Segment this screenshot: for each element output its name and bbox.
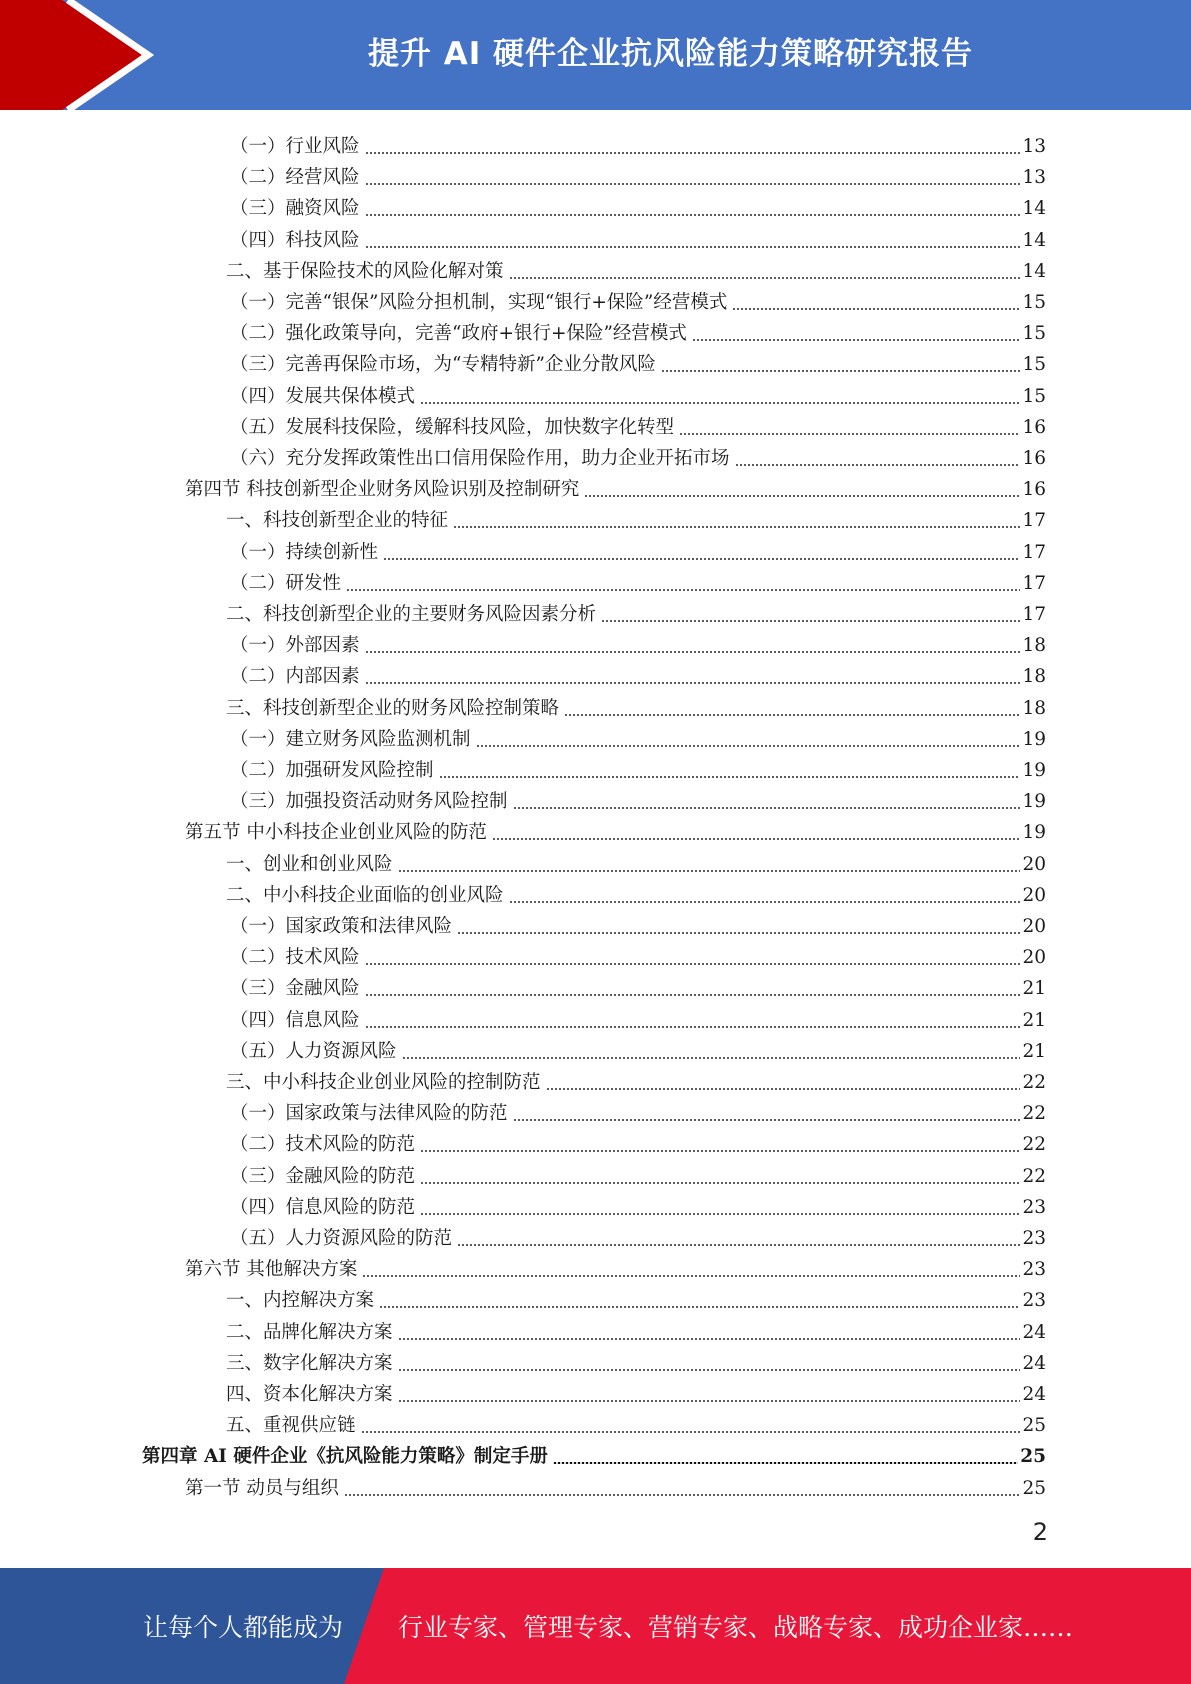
toc-entry[interactable] (226, 877, 1046, 908)
toc-entry-title: 第五节 中小科技企业创业风险的防范 (185, 822, 487, 844)
toc-entry-page: 17 (1022, 541, 1046, 563)
toc-entry-title: （二）技术风险 (230, 947, 360, 969)
toc-entry-page: 21 (1022, 978, 1046, 1000)
toc-entry[interactable] (226, 690, 1046, 721)
toc-entry[interactable] (226, 1282, 1046, 1313)
toc-dot-leader (553, 1462, 1018, 1464)
toc-dot-leader (362, 1275, 1020, 1277)
toc-entry-page: 20 (1022, 884, 1046, 906)
toc-entry[interactable] (230, 1158, 1046, 1189)
toc-dot-leader (546, 1088, 1021, 1090)
toc-dot-leader (398, 1369, 1021, 1371)
toc-dot-leader (601, 620, 1020, 622)
toc-entry-title: 第四章 AI 硬件企业《抗风险能力策略》制定手册 (142, 1446, 548, 1468)
toc-entry-page: 24 (1022, 1384, 1046, 1405)
toc-entry[interactable] (230, 1126, 1046, 1157)
toc-entry-title: （二）加强研发风险控制 (230, 760, 434, 781)
toc-dot-leader (398, 1338, 1021, 1340)
toc-entry[interactable] (226, 253, 1046, 284)
toc-entry-title: （一）持续创新性 (230, 541, 379, 563)
toc-entry-title: （五）人力资源风险的防范 (230, 1228, 453, 1249)
toc-entry[interactable] (230, 970, 1046, 1001)
toc-dot-leader (346, 589, 1020, 591)
toc-entry-page: 17 (1022, 572, 1046, 594)
toc-dot-leader (692, 339, 1021, 341)
toc-entry-title: （三）金融风险的防范 (230, 1165, 416, 1187)
toc-entry-title: （六）充分发挥政策性出口信用保险作用，助力企业开拓市场 (230, 448, 730, 469)
toc-dot-leader (513, 807, 1021, 809)
toc-entry[interactable] (230, 565, 1046, 596)
toc-entry-title: （三）加强投资活动财务风险控制 (230, 791, 508, 813)
toc-dot-leader (420, 402, 1020, 404)
toc-entry-title: （五）人力资源风险 (230, 1040, 397, 1062)
toc-entry[interactable] (230, 1220, 1046, 1251)
toc-entry-page: 18 (1022, 666, 1046, 688)
toc-entry[interactable] (230, 1002, 1046, 1033)
toc-dot-leader (398, 1400, 1021, 1402)
toc-dot-leader (476, 745, 1021, 747)
footer-banner (0, 1568, 1191, 1684)
toc-entry-title: （一）行业风险 (230, 136, 360, 157)
toc-entry-title: （四）信息风险 (230, 1009, 360, 1031)
toc-entry-title: （四）科技风险 (230, 229, 360, 251)
toc-dot-leader (679, 433, 1020, 435)
toc-entry-title: 一、科技创新型企业的特征 (226, 510, 449, 532)
toc-entry-title: 二、科技创新型企业的主要财务风险因素分析 (226, 604, 597, 625)
toc-entry[interactable] (230, 128, 1046, 159)
toc-entry[interactable] (226, 596, 1046, 627)
toc-entry-page: 16 (1022, 416, 1046, 438)
report-header (0, 0, 1191, 110)
toc-entry-page: 14 (1022, 198, 1046, 220)
toc-entry-title: （一）国家政策与法律风险的防范 (230, 1103, 508, 1125)
toc-entry-page: 25 (1020, 1446, 1046, 1468)
toc-entry-title: （三）金融风险 (230, 978, 360, 1000)
toc-entry[interactable] (226, 502, 1046, 533)
toc-entry[interactable] (230, 222, 1046, 253)
toc-entry-title: （四）发展共保体模式 (230, 385, 416, 407)
toc-entry-page: 15 (1022, 292, 1046, 313)
toc-entry-page: 23 (1022, 1228, 1046, 1249)
toc-dot-leader (365, 152, 1021, 154)
toc-entry-title: （三）完善再保险市场，为“专精特新”企业分散风险 (230, 354, 656, 376)
toc-entry-title: 三、中小科技企业创业风险的控制防范 (226, 1072, 541, 1093)
toc-entry-title: （五）发展科技保险，缓解科技风险，加快数字化转型 (230, 416, 675, 438)
toc-entry-page: 21 (1022, 1009, 1046, 1031)
toc-dot-leader (492, 838, 1021, 840)
toc-entry-title: （二）内部因素 (230, 666, 360, 688)
toc-entry-title: 二、基于保险技术的风险化解对策 (226, 260, 504, 282)
toc-dot-leader (732, 308, 1020, 310)
toc-entry-title: （三）融资风险 (230, 198, 360, 220)
toc-dot-leader (365, 214, 1021, 216)
toc-entry-page: 14 (1022, 260, 1046, 282)
toc-dot-leader (584, 495, 1020, 497)
toc-entry[interactable] (230, 721, 1046, 752)
toc-entry-title: 五、重视供应链 (226, 1415, 356, 1437)
toc-entry-page: 19 (1022, 822, 1046, 844)
toc-dot-leader (439, 776, 1021, 778)
toc-entry[interactable] (226, 846, 1046, 877)
toc-entry-page: 15 (1022, 323, 1046, 345)
footer-slogan-right: 行业专家、管理专家、营销专家、战略专家、成功企业家…… (398, 1613, 1074, 1642)
toc-dot-leader (365, 963, 1021, 965)
toc-entry-title: （四）信息风险的防范 (230, 1196, 416, 1218)
toc-entry-title: （二）强化政策导向，完善“政府+银行+保险”经营模式 (230, 323, 687, 345)
toc-entry-title: 三、数字化解决方案 (226, 1352, 393, 1374)
toc-dot-leader (365, 651, 1021, 653)
toc-entry-page: 19 (1022, 728, 1046, 750)
toc-dot-leader (420, 1182, 1020, 1184)
toc-entry-title: 二、品牌化解决方案 (226, 1321, 393, 1343)
toc-dot-leader (564, 714, 1020, 716)
toc-entry-title: （二）技术风险的防范 (230, 1134, 416, 1156)
toc-entry[interactable] (230, 658, 1046, 689)
toc-entry[interactable] (230, 346, 1046, 377)
toc-entry-page: 13 (1022, 167, 1046, 189)
toc-entry[interactable] (226, 1407, 1046, 1438)
toc-dot-leader (365, 682, 1021, 684)
toc-entry[interactable] (230, 190, 1046, 221)
toc-entry-title: 第四节 科技创新型企业财务风险识别及控制研究 (185, 479, 580, 501)
toc-entry-page: 22 (1022, 1103, 1046, 1125)
toc-dot-leader (344, 1494, 1021, 1496)
toc-dot-leader (509, 901, 1021, 903)
page-number: 2 (1032, 1518, 1048, 1546)
toc-entry[interactable] (226, 1376, 1046, 1407)
toc-dot-leader (398, 870, 1021, 872)
toc-entry-page: 24 (1022, 1352, 1046, 1374)
toc-entry[interactable] (230, 908, 1046, 939)
toc-dot-leader (383, 558, 1020, 560)
toc-entry-page: 16 (1022, 479, 1046, 501)
report-title: 提升 AI 硬件企业抗风险能力策略研究报告 (367, 35, 974, 72)
toc-entry[interactable] (230, 1095, 1046, 1126)
toc-entry[interactable] (230, 440, 1046, 471)
toc-entry-page: 23 (1022, 1290, 1046, 1312)
toc-entry[interactable] (230, 378, 1046, 409)
toc-entry[interactable] (226, 1064, 1046, 1095)
toc-entry-page: 22 (1022, 1165, 1046, 1187)
toc-entry-page: 24 (1022, 1321, 1046, 1343)
toc-entry-title: （一）外部因素 (230, 635, 360, 657)
toc-dot-leader (379, 1306, 1020, 1308)
toc-entry-page: 18 (1022, 697, 1046, 719)
toc-entry-page: 25 (1022, 1477, 1046, 1499)
toc-entry[interactable] (226, 1345, 1046, 1376)
toc-entry-page: 23 (1022, 1196, 1046, 1218)
toc-entry-page: 23 (1022, 1259, 1046, 1281)
toc-entry-title: 二、中小科技企业面临的创业风险 (226, 884, 504, 906)
toc-entry[interactable] (185, 814, 1046, 845)
toc-entry-page: 20 (1022, 916, 1046, 937)
toc-entry[interactable] (185, 1470, 1046, 1501)
toc-dot-leader (365, 183, 1021, 185)
toc-entry-title: 四、资本化解决方案 (226, 1384, 393, 1405)
toc-entry[interactable] (230, 627, 1046, 658)
toc-dot-leader (420, 1150, 1020, 1152)
toc-entry-title: 第六节 其他解决方案 (185, 1259, 358, 1281)
toc-entry-page: 19 (1022, 760, 1046, 781)
toc-dot-leader (365, 1026, 1021, 1028)
toc-dot-leader (365, 994, 1021, 996)
toc-entry-title: 一、创业和创业风险 (226, 853, 393, 875)
toc-entry-page: 22 (1022, 1072, 1046, 1093)
toc-entry[interactable] (226, 1314, 1046, 1345)
toc-dot-leader (509, 277, 1021, 279)
toc-entry-page: 22 (1022, 1134, 1046, 1156)
toc-entry-title: （二）研发性 (230, 572, 342, 594)
toc-dot-leader (457, 1244, 1020, 1246)
toc-entry-page: 19 (1022, 791, 1046, 813)
toc-entry[interactable] (230, 1033, 1046, 1064)
toc-dot-leader (735, 464, 1021, 466)
toc-entry-page: 15 (1022, 385, 1046, 407)
toc-entry[interactable] (230, 409, 1046, 440)
toc-entry-page: 25 (1022, 1415, 1046, 1437)
toc-entry[interactable] (230, 1189, 1046, 1220)
toc-entry[interactable] (142, 1438, 1046, 1469)
toc-entry[interactable] (185, 471, 1046, 502)
toc-entry-page: 16 (1022, 448, 1046, 469)
toc-dot-leader (661, 370, 1021, 372)
toc-dot-leader (365, 246, 1021, 248)
toc-entry-title: 一、内控解决方案 (226, 1290, 375, 1312)
toc-entry-title: （一）完善“银保”风险分担机制，实现“银行+保险”经营模式 (230, 292, 728, 313)
toc-entry-page: 13 (1022, 136, 1046, 157)
toc-entry-page: 14 (1022, 229, 1046, 251)
toc-entry[interactable] (230, 752, 1046, 783)
toc-entry-title: 第一节 动员与组织 (185, 1477, 339, 1499)
toc-entry[interactable] (230, 315, 1046, 346)
toc-dot-leader (361, 1431, 1021, 1433)
toc-entry[interactable] (185, 1251, 1046, 1282)
toc-entry-title: （一）建立财务风险监测机制 (230, 728, 471, 750)
footer-slogan-left: 让每个人都能成为 (143, 1613, 344, 1642)
toc-dot-leader (457, 932, 1020, 934)
toc-entry-page: 18 (1022, 635, 1046, 657)
toc-entry[interactable] (230, 534, 1046, 565)
toc-entry[interactable] (230, 783, 1046, 814)
toc-entry-page: 21 (1022, 1040, 1046, 1062)
toc-dot-leader (420, 1213, 1020, 1215)
toc-entry-title: （二）经营风险 (230, 167, 360, 189)
toc-dot-leader (453, 526, 1020, 528)
toc-entry-page: 20 (1022, 947, 1046, 969)
toc-entry-page: 20 (1022, 853, 1046, 875)
toc-entry[interactable] (230, 284, 1046, 315)
toc-entry-page: 17 (1022, 510, 1046, 532)
toc-entry[interactable] (230, 159, 1046, 190)
toc-entry-title: 三、科技创新型企业的财务风险控制策略 (226, 697, 560, 719)
toc-entry-page: 17 (1022, 604, 1046, 625)
toc-entry-title: （一）国家政策和法律风险 (230, 916, 453, 937)
toc-dot-leader (513, 1119, 1021, 1121)
toc-dot-leader (402, 1057, 1021, 1059)
toc-entry-page: 15 (1022, 354, 1046, 376)
toc-entry[interactable] (230, 939, 1046, 970)
